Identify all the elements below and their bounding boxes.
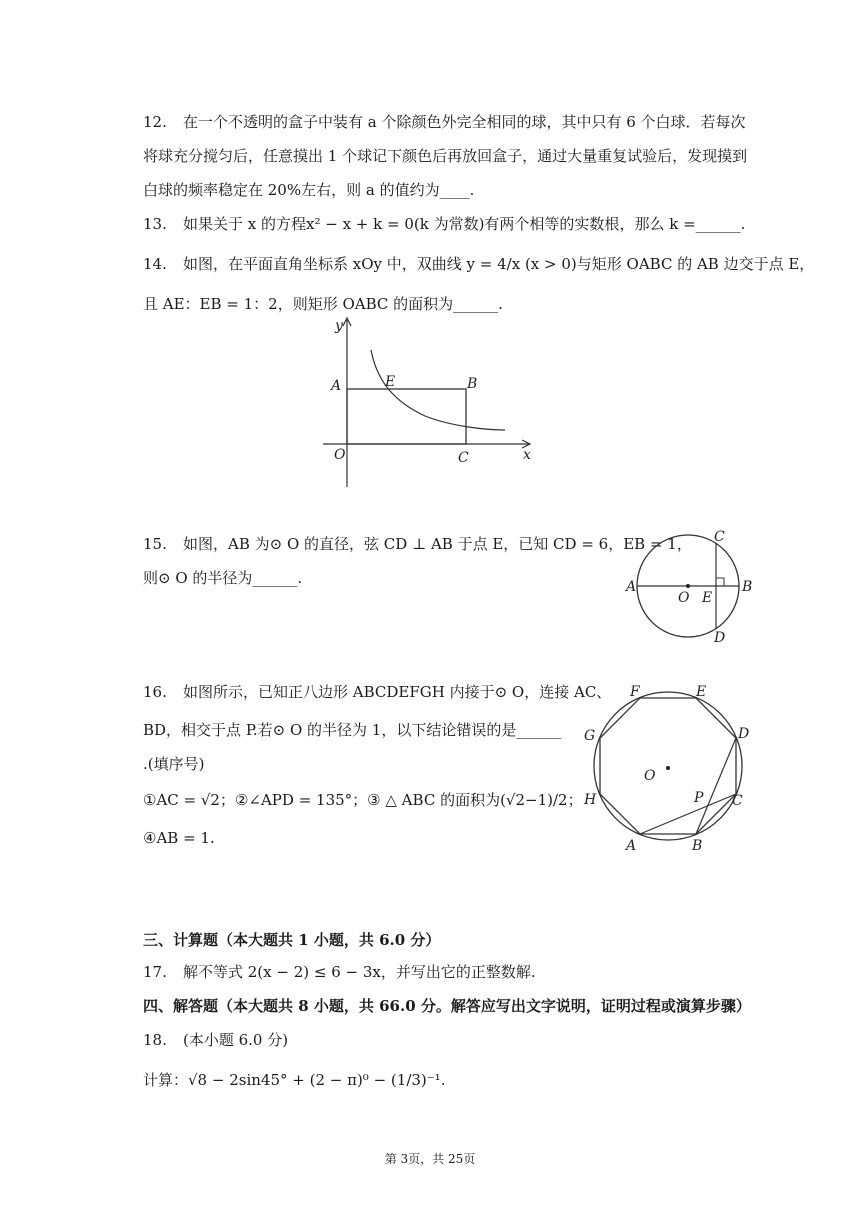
label-o: O bbox=[334, 447, 346, 463]
q16-line2: BD，相交于点 P.若⊙ O 的半径为 1，以下结论错误的是______ bbox=[143, 721, 562, 739]
q16-line3: .(填序号) bbox=[143, 755, 205, 773]
q16-number: 16. bbox=[143, 683, 167, 701]
q15-line2: 则⊙ O 的半径为______. bbox=[143, 569, 303, 587]
rectangle-oabc bbox=[347, 389, 466, 444]
page-footer: 第 3页，共 25页 bbox=[384, 1152, 476, 1166]
hyperbola-curve bbox=[371, 350, 505, 430]
label-e: E bbox=[385, 374, 396, 390]
segment-bd bbox=[696, 738, 736, 834]
q16-line1: 16. 如图所示，已知正八边形 ABCDEFGH 内接于⊙ O，连接 AC、 bbox=[143, 683, 612, 701]
label-y: y bbox=[335, 318, 343, 334]
label-e: E bbox=[696, 684, 707, 700]
q14-line1: 14. 如图，在平面直角坐标系 xOy 中，双曲线 y = 4/x (x > 0)与矩形 OABC 的 AB 边交于点 E， bbox=[143, 255, 815, 273]
segment-ac bbox=[640, 794, 736, 834]
label-d: D bbox=[714, 630, 726, 646]
q13-line: 13. 如果关于 x 的方程x² − x + k = 0(k 为常数)有两个相等的实数根，那么 k =______. bbox=[143, 215, 746, 233]
q18-text: 计算：√8 − 2sin45° + (2 − π)⁰ − (1/3)⁻¹. bbox=[143, 1071, 446, 1089]
label-a: A bbox=[626, 838, 637, 852]
label-d: D bbox=[738, 726, 750, 742]
label-x: x bbox=[523, 447, 531, 463]
section4-heading: 四、解答题（本大题共 8 小题，共 66.0 分。解答应写出文字说明，证明过程或演算步骤） bbox=[143, 997, 751, 1015]
label-f: F bbox=[630, 684, 640, 700]
q14-number: 14. bbox=[143, 255, 167, 273]
q14-figure bbox=[315, 312, 545, 492]
right-angle-mark bbox=[716, 578, 724, 586]
q15-line1: 15. 如图，AB 为⊙ O 的直径，弦 CD ⊥ AB 于点 E，已知 CD = 6，EB = 1， bbox=[143, 535, 692, 553]
q12-line2: 将球充分搅匀后，任意摸出 1 个球记下颜色后再放回盒子，通过大量重复试验后，发现摸到 bbox=[143, 147, 748, 165]
q17-number: 17. bbox=[143, 963, 167, 981]
label-c: C bbox=[732, 793, 743, 809]
label-c: C bbox=[458, 450, 469, 466]
center-dot bbox=[686, 584, 690, 588]
q16-figure bbox=[578, 680, 758, 852]
q12-number: 12. bbox=[143, 113, 167, 131]
q16-line4: ①AC = √2；②∠APD = 135°；③ △ ABC 的面积为(√2−1)/2； bbox=[143, 791, 583, 809]
label-b: B bbox=[692, 838, 703, 852]
label-b: B bbox=[467, 376, 478, 392]
label-o: O bbox=[644, 768, 656, 784]
label-o: O bbox=[678, 590, 690, 606]
q12-line1: 12. 在一个不透明的盒子中装有 a 个除颜色外完全相同的球，其中只有 6 个白球．若每次 bbox=[143, 113, 746, 131]
section3-heading: 三、计算题（本大题共 1 小题，共 6.0 分） bbox=[143, 931, 441, 949]
label-h: H bbox=[584, 792, 597, 808]
q12-line3: 白球的频率稳定在 20%左右，则 a 的值约为____. bbox=[143, 181, 475, 199]
label-g: G bbox=[584, 728, 596, 744]
label-b: B bbox=[742, 579, 753, 595]
q16-line5: ④AB = 1. bbox=[143, 829, 215, 847]
label-a: A bbox=[626, 579, 637, 595]
q13-number: 13. bbox=[143, 215, 167, 233]
label-p: P bbox=[694, 790, 704, 806]
label-e: E bbox=[702, 590, 713, 606]
label-a: A bbox=[331, 378, 342, 394]
center-dot bbox=[666, 766, 670, 770]
label-c: C bbox=[714, 529, 725, 545]
q17-line: 17. 解不等式 2(x − 2) ≤ 6 − 3x，并写出它的正整数解. bbox=[143, 963, 536, 981]
q18-points: (本小题 6.0 分) bbox=[183, 1031, 289, 1049]
q18-header bbox=[143, 1030, 288, 1050]
q14-line2: 且 AE：EB = 1：2，则矩形 OABC 的面积为______. bbox=[143, 295, 503, 313]
q15-number: 15. bbox=[143, 535, 167, 553]
q15-figure bbox=[620, 528, 760, 646]
q18-number: 18. bbox=[143, 1031, 167, 1049]
